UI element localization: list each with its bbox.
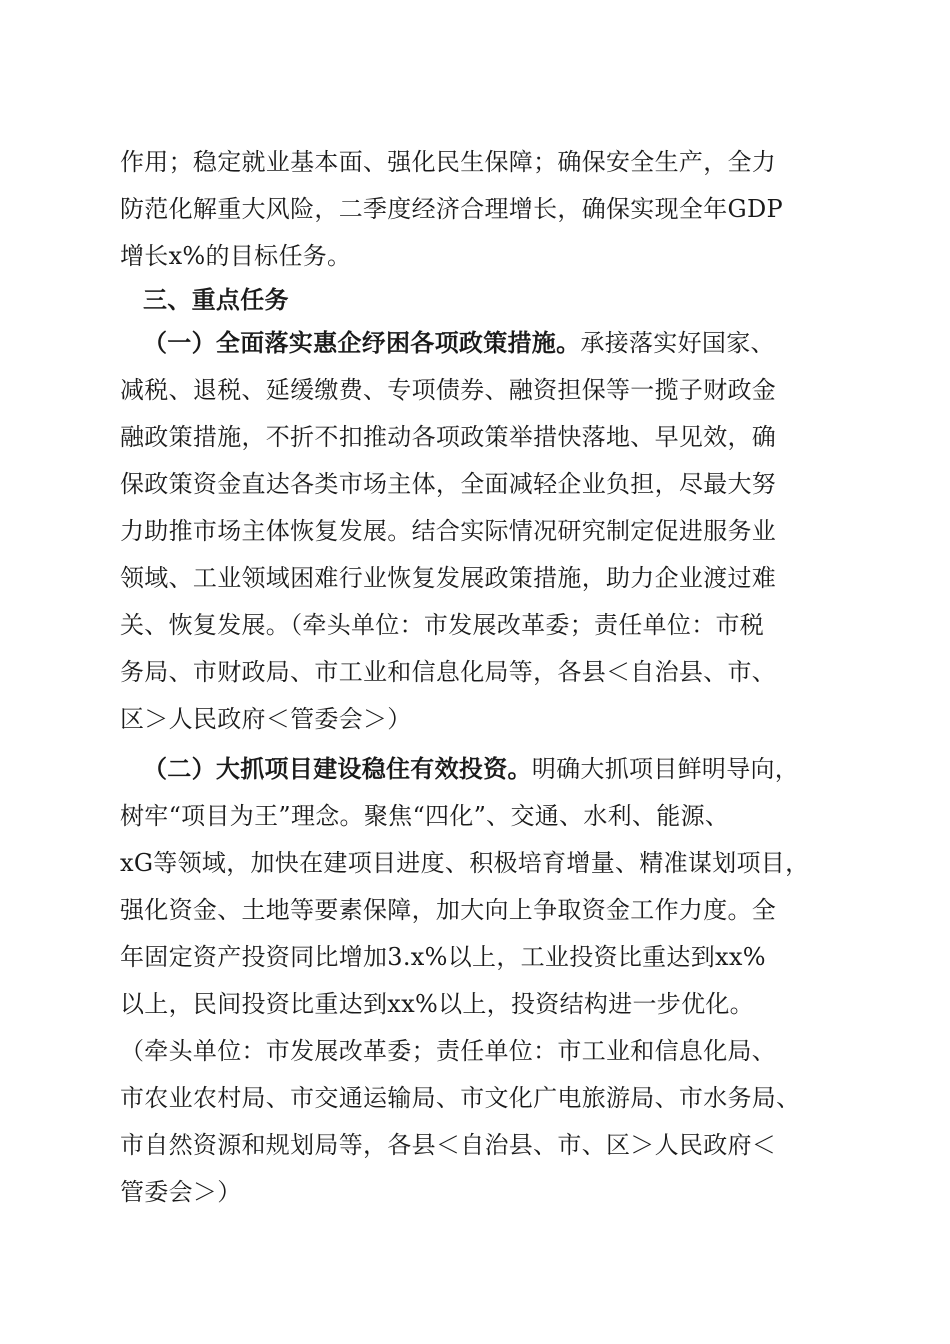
item2-line: 以上，民间投资比重达到xx%以上，投资结构进一步优化。	[120, 990, 754, 1018]
item2-line: 市农业农村局、市交通运输局、市文化广电旅游局、市水务局、	[120, 1084, 801, 1112]
item2-line: xG等领域，加快在建项目进度、积极培育增量、精准谋划项目，	[120, 849, 810, 877]
item1-line: 力助推市场主体恢复发展。结合实际情况研究制定促进服务业	[120, 517, 777, 545]
section-heading: 三、重点任务	[143, 286, 289, 314]
item2-line: 年固定资产投资同比增加3.x%以上，工业投资比重达到xx%	[120, 943, 766, 971]
item1-line: 减税、退税、延缓缴费、专项债券、融资担保等一揽子财政金	[120, 376, 777, 404]
item1-line: 区＞人民政府＜管委会＞）	[120, 705, 412, 733]
intro-line: 作用；稳定就业基本面、强化民生保障；确保安全生产，全力	[120, 148, 777, 176]
item1-first-line	[143, 323, 775, 363]
intro-line: 防范化解重大风险，二季度经济合理增长，确保实现全年GDP	[120, 195, 783, 223]
item1-line: 务局、市财政局、市工业和信息化局等，各县＜自治县、市、	[120, 658, 777, 686]
item1-line: 保政策资金直达各类市场主体，全面减轻企业负担，尽最大努	[120, 470, 777, 498]
item1-line: 融政策措施，不折不扣推动各项政策举措快落地、早见效，确	[120, 423, 777, 451]
item2-line: 树牢“项目为王”理念。聚焦“四化”、交通、水利、能源、	[120, 802, 730, 830]
item1-line: 领域、工业领域困难行业恢复发展政策措施，助力企业渡过难	[120, 564, 777, 592]
item2-line: 强化资金、土地等要素保障，加大向上争取资金工作力度。全	[120, 896, 777, 924]
item1-first-line-text: 承接落实好国家、	[580, 329, 775, 357]
item1-title: （一）全面落实惠企纾困各项政策措施。	[143, 329, 581, 357]
item2-first-line	[143, 749, 799, 789]
intro-line: 增长x%的目标任务。	[120, 242, 352, 270]
item2-line: 市自然资源和规划局等，各县＜自治县、市、区＞人民政府＜	[120, 1131, 777, 1159]
item1-line: 关、恢复发展。（牵头单位：市发展改革委；责任单位：市税	[120, 611, 765, 639]
item2-line: 管委会＞）	[120, 1178, 242, 1206]
item2-line: （牵头单位：市发展改革委；责任单位：市工业和信息化局、	[120, 1037, 777, 1065]
item2-first-line-text: 明确大抓项目鲜明导向，	[531, 755, 800, 783]
item2-title: （二）大抓项目建设稳住有效投资。	[143, 755, 532, 783]
